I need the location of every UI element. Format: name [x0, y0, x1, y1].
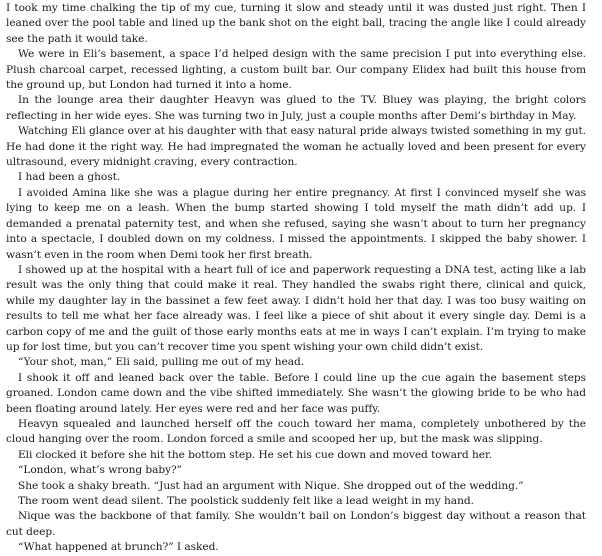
paragraph-3: In the lounge area their daughter Heavyn was glued to the TV. Bluey was playing, the bright colors reflecting in her wide eyes. She was turning two in July, just a couple months after Demi’s birthday in May. — [6, 94, 586, 122]
paragraph-15: Nique was the backbone of that family. She wouldn’t bail on London’s biggest day without a reason that cut deep. — [6, 510, 586, 538]
paragraph-12: “London, what’s wrong baby?” — [18, 464, 183, 477]
paragraph-4: Watching Eli glance over at his daughter with that easy natural pride always twisted something in my gut. He had done it the right way. He had impregnated the woman he actually loved and been present for every ultrasound, every midnight craving, every contraction. — [6, 125, 586, 169]
paragraph-13: She took a shaky breath. “Just had an argument with Nique. She dropped out of the wedding.” — [18, 479, 524, 492]
paragraph-5: I had been a ghost. — [18, 171, 121, 184]
paragraph-16: “What happened at brunch?” I asked. — [18, 541, 219, 554]
paragraph-9: I shook it off and leaned back over the table. Before I could line up the cue again the basement steps groaned. London came down and the vibe shifted immediately. She wasn’t the glowing bride to be who had been floating around lately. Her eyes were red and her face was puffy. — [6, 371, 586, 415]
paragraph-6: I avoided Amina like she was a plague during her entire pregnancy. At first I convinced myself she was lying to keep me on a leash. When the bump started showing I told myself the math didn’t add up. I demanded a prenatal paternity test, and when she refused, saying she wasn’t about to turn her pregnancy into a spectacle, I doubled down on my coldness. I missed the appointments. I skipped the baby shower. I wasn’t even in the room when Demi took her first breath. — [6, 186, 586, 261]
paragraph-2: We were in Eli’s basement, a space I’d helped design with the same precision I put into everything else. Plush charcoal carpet, recessed lighting, a custom built bar. Our company Elidex had built this house from the ground up, but London had turned it into a home. — [6, 48, 586, 92]
paragraph-7: I showed up at the hospital with a heart full of ice and paperwork requesting a DNA test, acting like a lab result was the only thing that could make it real. They handled the swabs right there, clinical and quick, while my daughter lay in the bassinet a few feet away. I didn’t hold her that day. I was too busy waiting on results to tell me what her face already was. I feel like a piece of shit about it every single day. Demi is a carbon copy of me and the guilt of those early months eats at me in ways I can’t explain. I’m trying to make up for lost time, but you can’t recover time you spent wishing your own child didn’t exist. — [6, 263, 586, 353]
paragraph-8: “Your shot, man,” Eli said, pulling me out of my head. — [18, 356, 305, 369]
book-page — [6, 1, 586, 556]
paragraph-1: I took my time chalking the tip of my cue, turning it slow and steady until it was dusted just right. Then I leaned over the pool table and lined up the bank shot on the eight ball, tracing the angle like I could already see the path it would take. — [6, 2, 586, 45]
paragraph-11: Eli clocked it before she hit the bottom step. He set his cue down and moved toward her. — [18, 448, 493, 461]
paragraph-10: Heavyn squealed and launched herself off the couch toward her mama, completely unbothered by the cloud hanging over the room. London forced a smile and scooped her up, but the mask was slipping. — [6, 417, 586, 446]
paragraph-14: The room went dead silent. The poolstick suddenly felt like a lead weight in my hand. — [18, 495, 474, 507]
